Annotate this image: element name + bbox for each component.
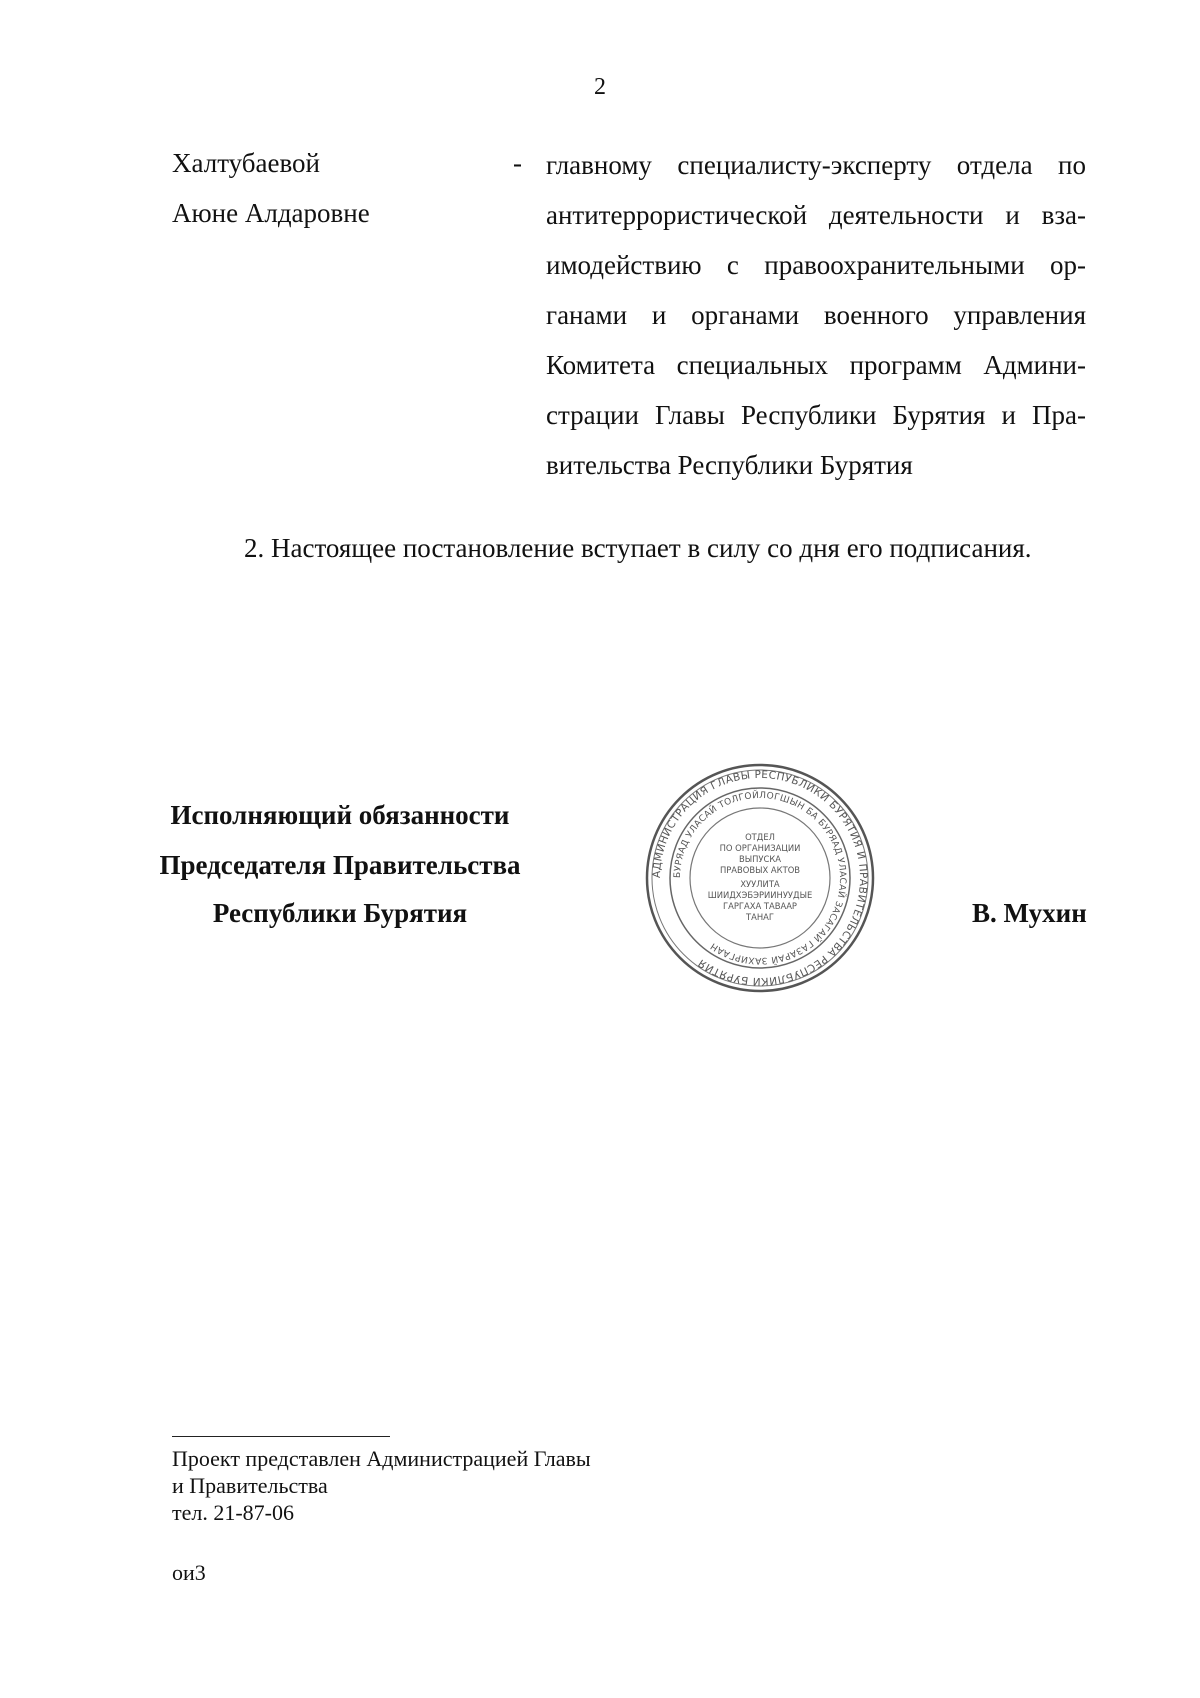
appointee-given-names: Аюне Алдаровне [172, 198, 370, 228]
seal-center-line: ГАРГАХА ТАВААР [723, 901, 797, 911]
page-number: 2 [594, 74, 606, 100]
position-line: антитеррористической деятельности и вза- [546, 200, 1086, 230]
seal-inner-text: БУРЯАД УЛАСАЙ ТОЛГОЙЛОГШЫН БА БУРЯАД УЛАСАЙ ЗАСАГАЙ ГАЗАРАЙ ЗАХИРГААН [672, 790, 848, 966]
svg-text:БУРЯАД УЛАСАЙ ТОЛГОЙЛОГШЫН БА [673, 789, 848, 966]
seal-center-line: ШИИДХЭБЭРИИНУУДЫЕ [707, 890, 813, 900]
footnote-line: тел. 21-87-06 [172, 1500, 295, 1525]
position-line: вительства Республики Бурятия [546, 450, 913, 480]
seal-center-line: ХУУЛИТА [740, 879, 780, 889]
seal-center-line: ОТДЕЛ [745, 832, 775, 842]
clause-2: 2. Настоящее постановление вступает в силу со дня его подписания. [244, 533, 1032, 563]
seal-center-line: ПРАВОВЫХ АКТОВ [719, 865, 801, 875]
position-line: главному специалисту-эксперту отдела по [546, 150, 1086, 180]
seal-outer-text: АДМИНИСТРАЦИЯ ГЛАВЫ РЕСПУБЛИКИ БУРЯТИЯ И ПРАВИТЕЛЬСТВА РЕСПУБЛИКИ БУРЯТИЯ [650, 768, 870, 988]
position-line: ганами и органами военного управления [546, 300, 1086, 330]
signatory-title-line: Республики Бурятия [212, 898, 468, 928]
official-seal [644, 762, 876, 994]
seal-center-line: ВЫПУСКА [738, 854, 782, 864]
signatory-title-line: Председателя Правительства [159, 850, 521, 880]
appointee-position [546, 140, 1086, 490]
dash-separator: - [513, 148, 522, 178]
document-code: ои3 [172, 1560, 206, 1585]
signer-name: В. Мухин [972, 898, 1087, 928]
footnote-divider [172, 1436, 390, 1437]
position-line: Комитета специальных программ Админи- [546, 350, 1086, 380]
seal-center-line: ПО ОРГАНИЗАЦИИ [719, 843, 801, 853]
position-line: имодействию с правоохранительными ор- [546, 250, 1086, 280]
footnote-line: Проект представлен Администрацией Главы [172, 1446, 591, 1471]
signatory-title-line: Исполняющий обязанности [170, 800, 510, 830]
seal-center-line: ТАНАГ [746, 912, 774, 922]
appointee-surname: Халтубаевой [172, 148, 320, 178]
position-line: страции Главы Республики Бурятия и Пра- [546, 400, 1086, 430]
footnote-line: и Правительства [172, 1473, 328, 1498]
